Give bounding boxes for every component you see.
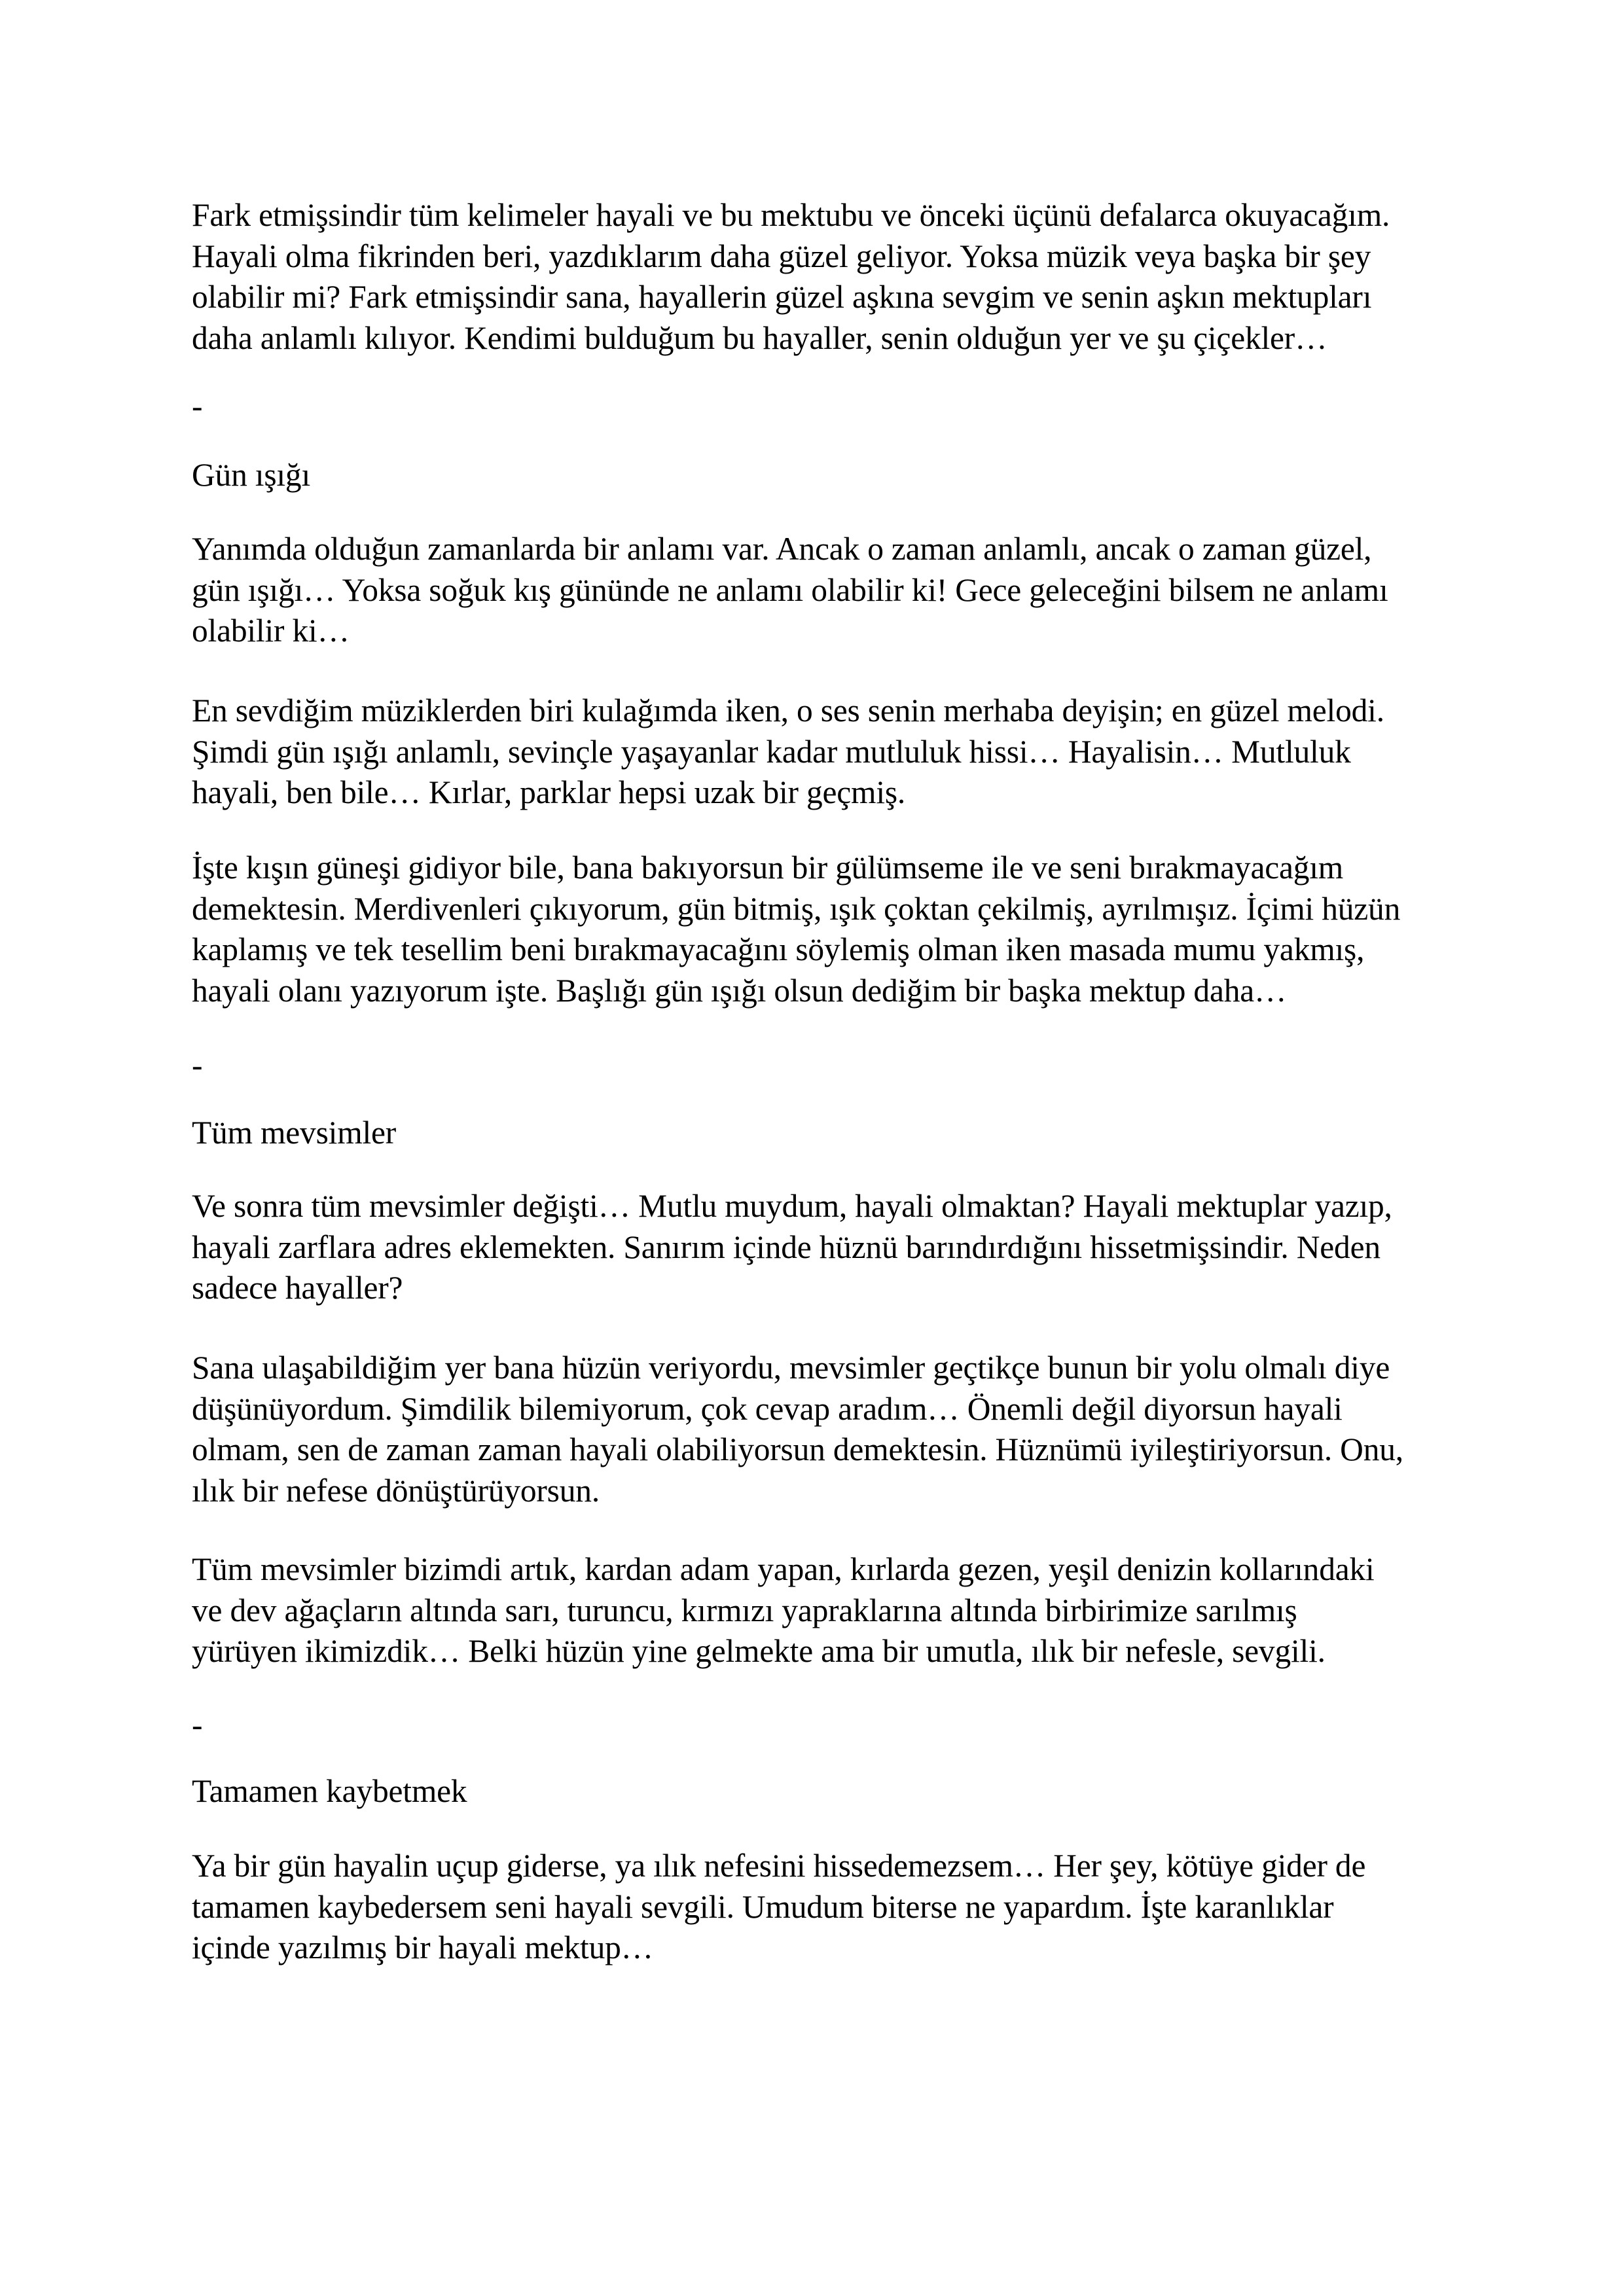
section-separator [192, 386, 1435, 427]
heading-text: Tüm mevsimler [192, 1114, 397, 1151]
paragraph-line: Ya bir gün hayalin uçup giderse, ya ılık nefesini hissedemezsem… Her şey, kötüye gider de [192, 1847, 1366, 1884]
paragraph [192, 194, 1435, 358]
section-heading [192, 1112, 1435, 1153]
paragraph-line: ılık bir nefese dönüştürüyorsun. [192, 1471, 600, 1509]
paragraph-line: hayali zarflara adres eklemekten. Sanırım içinde hüznü barındırdığını hissetmişsindir. Neden [192, 1228, 1380, 1265]
paragraph-line: Ve sonra tüm mevsimler değişti… Mutlu muydum, hayali olmaktan? Hayali mektuplar yazıp, [192, 1187, 1392, 1224]
paragraph [192, 528, 1435, 651]
separator-dash: - [192, 1047, 203, 1083]
paragraph-line: olabilir mi? Fark etmişsindir sana, hayallerin güzel aşkına sevgim ve senin aşkın mektupları [192, 278, 1372, 315]
paragraph-line: Hayali olma fikrinden beri, yazdıklarım daha güzel geliyor. Yoksa müzik veya başka bir şey [192, 237, 1371, 274]
section-separator [192, 1704, 1435, 1746]
paragraph-line: Tüm mevsimler bizimdi artık, kardan adam yapan, kırlarda gezen, yeşil denizin kollarındaki [192, 1551, 1375, 1587]
paragraph [192, 1845, 1435, 1968]
paragraph-line: daha anlamlı kılıyor. Kendimi bulduğum bu hayaller, senin olduğun yer ve şu çiçekler… [192, 319, 1327, 356]
paragraph [192, 690, 1435, 813]
paragraph-line: sadece hayaller? [192, 1269, 403, 1306]
section-heading [192, 1770, 1435, 1812]
paragraph-line: olmam, sen de zaman zaman hayali olabiliyorsun demektesin. Hüznümü iyileştiriyorsun. Onu, [192, 1431, 1403, 1467]
paragraph-line: gün ışığı… Yoksa soğuk kış gününde ne anlamı olabilir ki! Gece geleceğini bilsem ne anlamı [192, 571, 1388, 608]
separator-dash: - [192, 1706, 203, 1743]
separator-dash: - [192, 387, 203, 424]
paragraph [192, 1185, 1435, 1308]
heading-text: Gün ışığı [192, 456, 311, 493]
paragraph-line: demektesin. Merdivenleri çıkıyorum, gün bitmiş, ışık çoktan çekilmiş, ayrılmışız. İçimi hüzün [192, 889, 1401, 927]
paragraph-line: Şimdi gün ışığı anlamlı, sevinçle yaşayanlar kadar mutluluk hissi… Hayalisin… Mutluluk [192, 732, 1351, 770]
paragraph-line: ve dev ağaçların altında sarı, turuncu, kırmızı yapraklarına altında birbirimize sarılmış [192, 1591, 1297, 1628]
paragraph-line: içinde yazılmış bir hayali mektup… [192, 1929, 653, 1965]
paragraph-line: İşte kışın güneşi gidiyor bile, bana bakıyorsun bir gülümseme ile ve seni bırakmayacağım [192, 849, 1344, 886]
paragraph-line: olabilir ki… [192, 612, 350, 649]
paragraph [192, 847, 1435, 1011]
paragraph [192, 1347, 1435, 1511]
paragraph-line: yürüyen ikimizdik… Belki hüzün yine gelmekte ama bir umutla, ılık bir nefesle, sevgili. [192, 1632, 1326, 1669]
paragraph-line: hayali, ben bile… Kırlar, parklar hepsi uzak bir geçmiş. [192, 774, 906, 810]
heading-text: Tamamen kaybetmek [192, 1772, 467, 1809]
paragraph-line: düşünüyordum. Şimdilik bilemiyorum, çok cevap aradım… Önemli değil diyorsun hayali [192, 1390, 1343, 1427]
section-separator [192, 1045, 1435, 1086]
paragraph-line: Fark etmişsindir tüm kelimeler hayali ve bu mektubu ve önceki üçünü defalarca okuyacağım. [192, 196, 1390, 233]
paragraph-line: Sana ulaşabildiğim yer bana hüzün veriyordu, mevsimler geçtikçe bunun bir yolu olmalı diye [192, 1349, 1390, 1386]
paragraph [192, 1549, 1435, 1672]
paragraph-line: kaplamış ve tek tesellim beni bırakmayacağını söylemiş olman iken masada mumu yakmış, [192, 931, 1365, 967]
paragraph-line: hayali olanı yazıyorum işte. Başlığı gün ışığı olsun dediğim bir başka mektup daha… [192, 971, 1287, 1009]
section-heading [192, 454, 1435, 495]
paragraph-line: Yanımda olduğun zamanlarda bir anlamı var. Ancak o zaman anlamlı, ancak o zaman güzel, [192, 530, 1372, 567]
paragraph-line: tamamen kaybedersem seni hayali sevgili. Umudum biterse ne yapardım. İşte karanlıklar [192, 1888, 1334, 1925]
paragraph-line: En sevdiğim müziklerden biri kulağımda iken, o ses senin merhaba deyişin; en güzel melodi. [192, 692, 1384, 728]
